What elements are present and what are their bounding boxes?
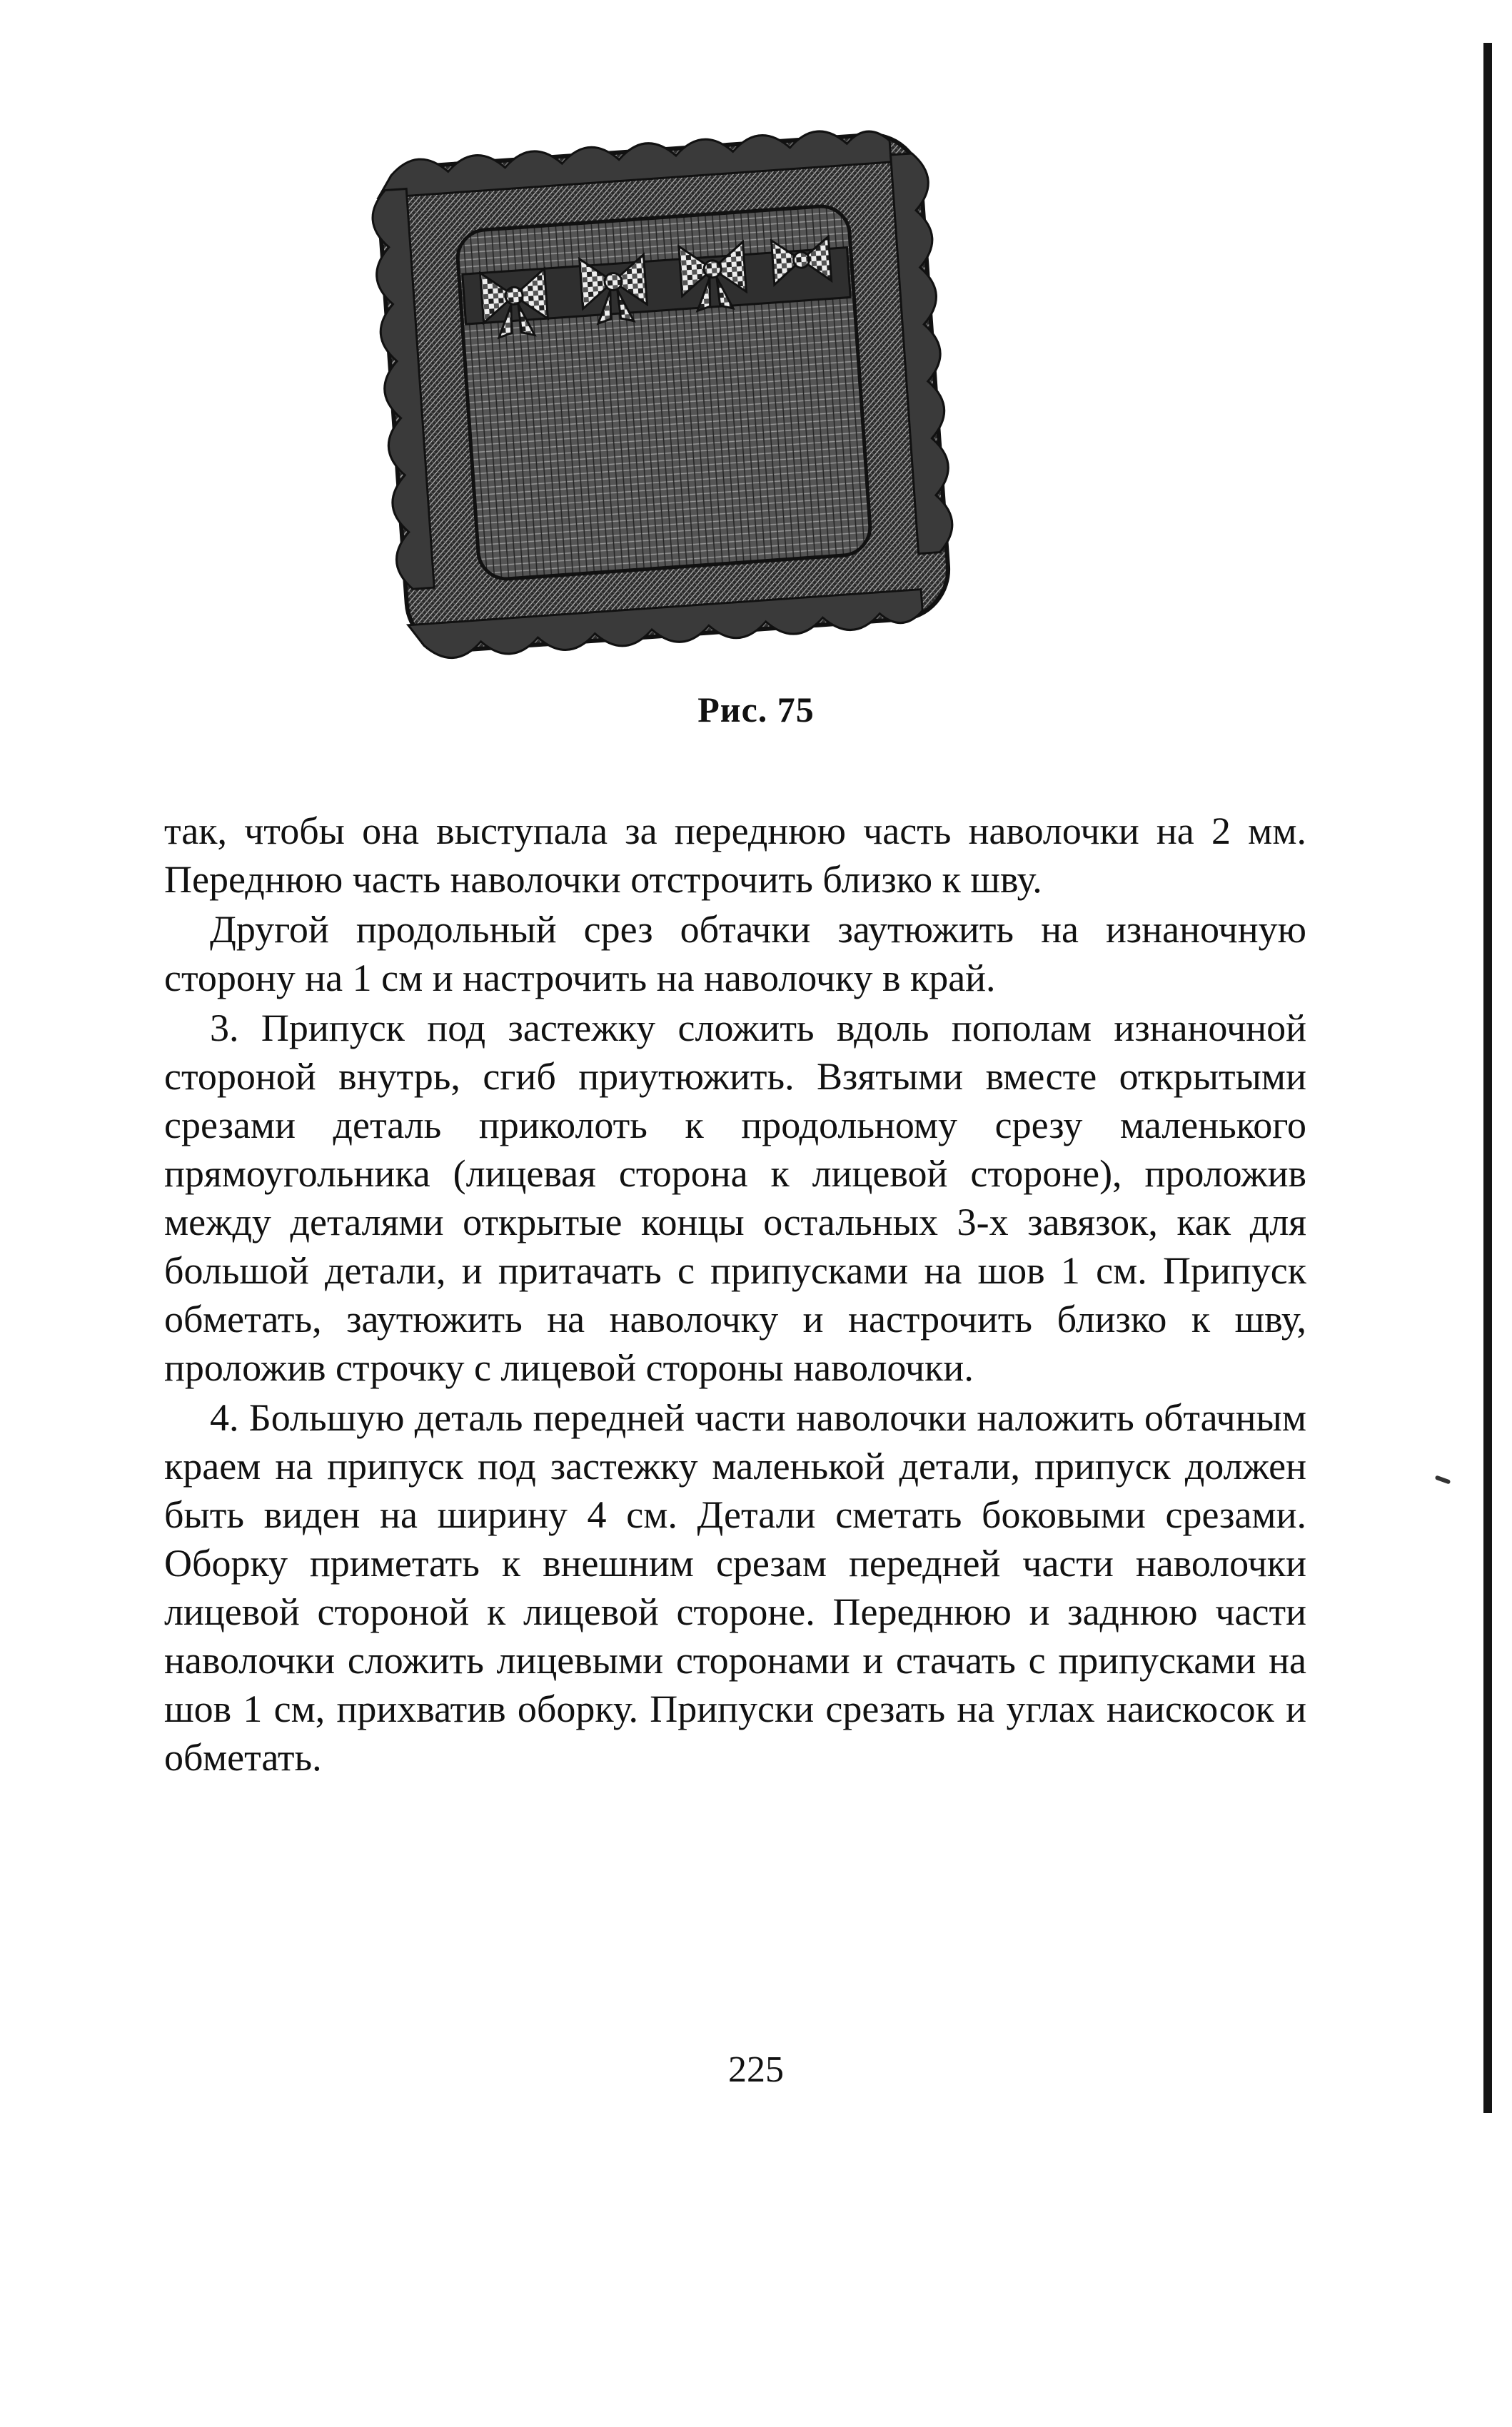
paragraph-step-4: 4. Большую деталь передней части наволочки наложить обтачным краем на припуск под застежку маленькой детали, припуск должен быть виден на ширину 4 см. Детали сметать боковыми срезами. Оборку приметать к внешним срезам передней части наволочки лицевой стороной к лицевой стороне. Переднюю и заднюю части наволочки сложить лицевыми сторонами и стачать с припусками на шов 1 см, прихватив оборку. Припуски срезать на углах наискосок и обметать.	[164, 1396, 1306, 1779]
pillow-illustration	[336, 107, 992, 678]
body-text	[164, 807, 1306, 1783]
paragraph-step-3: 3. Припуск под застежку сложить вдоль пополам изнаночной стороной внутрь, сгиб приутюжить. Взятыми вместе открытыми срезами деталь приколоть к продольному срезу маленького прямоугольника (лицевая сторона к лицевой стороне), проложив между деталями открытые концы остальных 3-х завязок, как для большой детали, и притачать с припусками на шов 1 см. Припуск обметать, заутюжить на наволочку и настрочить близко к шву, проложив строчку с лицевой стороны наволочки.	[164, 1006, 1306, 1389]
page-edge-rule	[1483, 43, 1492, 2113]
paragraph-continuation: так, чтобы она выступала за переднюю часть наволочки на 2 мм. Переднюю часть наволочки отстрочить близко к шву.	[164, 809, 1306, 901]
pillow-with-ruffle-icon	[336, 107, 992, 678]
paragraph: Другой продольный срез обтачки заутюжить на изнаночную сторону на 1 см и настрочить на наволочку в край.	[164, 908, 1306, 999]
figure-caption: Рис. 75	[697, 690, 815, 730]
scan-speck	[1435, 1475, 1451, 1484]
page-number: 225	[728, 2049, 784, 2090]
